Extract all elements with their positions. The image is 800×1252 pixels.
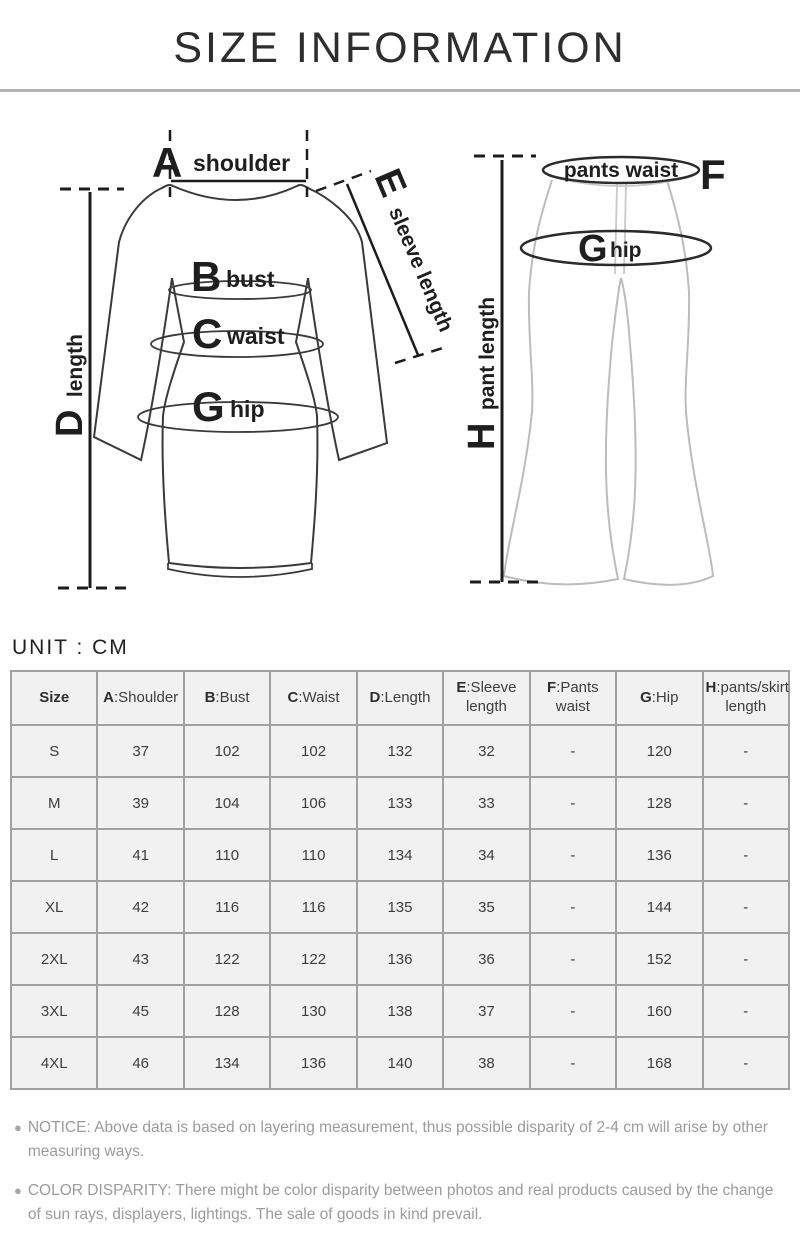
value-cell: 135 — [357, 881, 443, 933]
value-cell: 45 — [97, 985, 183, 1037]
table-row — [11, 985, 789, 1037]
value-cell: 37 — [97, 725, 183, 777]
value-cell: 35 — [443, 881, 529, 933]
size-cell: 4XL — [11, 1037, 97, 1089]
notice-item — [14, 1179, 784, 1227]
value-cell: - — [530, 829, 616, 881]
value-cell: 134 — [184, 1037, 270, 1089]
value-cell: 39 — [97, 777, 183, 829]
pants-figure — [504, 176, 713, 585]
value-cell: 116 — [270, 881, 356, 933]
value-cell: 132 — [357, 725, 443, 777]
length-measure — [49, 189, 126, 588]
value-cell: 128 — [184, 985, 270, 1037]
value-cell: - — [703, 725, 790, 777]
value-cell: - — [530, 881, 616, 933]
value-cell: - — [703, 1037, 790, 1089]
dress-outline — [94, 185, 387, 568]
pant-length-measure — [461, 156, 538, 582]
value-cell: - — [530, 985, 616, 1037]
value-cell: 106 — [270, 777, 356, 829]
col-header-sleeve: E:Sleeve length — [443, 671, 529, 725]
label-b-text: bust — [226, 266, 275, 292]
size-diagram — [0, 92, 800, 630]
value-cell: 34 — [443, 829, 529, 881]
size-table — [10, 670, 790, 1090]
label-d: D length — [49, 334, 91, 437]
table-row — [11, 933, 789, 985]
value-cell: 32 — [443, 725, 529, 777]
value-cell: - — [703, 881, 790, 933]
value-cell: 134 — [357, 829, 443, 881]
col-header-waist: C:Waist — [270, 671, 356, 725]
label-b-letter: B — [191, 253, 222, 300]
value-cell: 110 — [184, 829, 270, 881]
col-header-hip: G:Hip — [616, 671, 702, 725]
col-header-pants-skirt-length: H:pants/skirt length — [703, 671, 790, 725]
value-cell: 168 — [616, 1037, 702, 1089]
size-cell: L — [11, 829, 97, 881]
label-a-text: shoulder — [193, 150, 291, 176]
value-cell: 144 — [616, 881, 702, 933]
value-cell: 43 — [97, 933, 183, 985]
value-cell: 138 — [357, 985, 443, 1037]
size-table-body — [11, 725, 789, 1089]
value-cell: 110 — [270, 829, 356, 881]
label-e: E sleeve length — [365, 163, 458, 336]
value-cell: 36 — [443, 933, 529, 985]
label-pants-waist-text: pants waist — [563, 159, 679, 182]
pants-waist-measure — [543, 151, 726, 198]
unit-label: UNIT : CM — [12, 636, 129, 659]
size-table-head — [11, 671, 789, 725]
value-cell: - — [530, 777, 616, 829]
value-cell: 133 — [357, 777, 443, 829]
table-row — [11, 829, 789, 881]
table-row — [11, 881, 789, 933]
col-header-shoulder: A:Shoulder — [97, 671, 183, 725]
value-cell: 120 — [616, 725, 702, 777]
value-cell: - — [703, 829, 790, 881]
label-g-text: hip — [230, 396, 265, 422]
value-cell: - — [703, 933, 790, 985]
value-cell: 130 — [270, 985, 356, 1037]
bullet-icon: ● — [14, 1183, 22, 1199]
value-cell: 122 — [184, 933, 270, 985]
col-header-pants-waist: F:Pants waist — [530, 671, 616, 725]
col-header-bust: B:Bust — [184, 671, 270, 725]
value-cell: 136 — [357, 933, 443, 985]
table-row — [11, 725, 789, 777]
value-cell: 140 — [357, 1037, 443, 1089]
value-cell: 42 — [97, 881, 183, 933]
label-f-letter: F — [700, 151, 726, 198]
label-a-letter: A — [152, 139, 183, 186]
value-cell: - — [703, 985, 790, 1037]
notice-text: NOTICE: Above data is based on layering measurement, thus possible disparity of 2-4 cm will arise by other measuring ways. — [27, 1119, 768, 1161]
page-title: SIZE INFORMATION — [173, 24, 627, 72]
value-cell: - — [530, 933, 616, 985]
value-cell: - — [703, 777, 790, 829]
size-cell: S — [11, 725, 97, 777]
value-cell: - — [530, 1037, 616, 1089]
value-cell: 102 — [270, 725, 356, 777]
label-h: H pant length — [461, 296, 503, 450]
table-row — [11, 777, 789, 829]
label-pants-g-text: hip — [610, 239, 642, 262]
col-header-size: Size — [11, 671, 97, 725]
value-cell: 104 — [184, 777, 270, 829]
value-cell: 136 — [616, 829, 702, 881]
sleeve-measure — [316, 163, 471, 363]
size-cell: M — [11, 777, 97, 829]
value-cell: 116 — [184, 881, 270, 933]
value-cell: 152 — [616, 933, 702, 985]
value-cell: - — [530, 725, 616, 777]
notices — [14, 1116, 784, 1227]
value-cell: 41 — [97, 829, 183, 881]
size-cell: 2XL — [11, 933, 97, 985]
value-cell: 122 — [270, 933, 356, 985]
value-cell: 38 — [443, 1037, 529, 1089]
size-cell: XL — [11, 881, 97, 933]
value-cell: 46 — [97, 1037, 183, 1089]
value-cell: 128 — [616, 777, 702, 829]
col-header-length: D:Length — [357, 671, 443, 725]
header-row — [11, 671, 789, 725]
label-pants-g-letter: G — [578, 228, 608, 270]
label-c-letter: C — [192, 310, 223, 357]
table-row — [11, 1037, 789, 1089]
label-g-letter: G — [192, 383, 225, 430]
value-cell: 102 — [184, 725, 270, 777]
dress-figure — [94, 185, 387, 577]
value-cell: 37 — [443, 985, 529, 1037]
label-c-text: waist — [227, 323, 285, 349]
value-cell: 136 — [270, 1037, 356, 1089]
notice-item — [14, 1116, 784, 1164]
notice-text: COLOR DISPARITY: There might be color disparity between photos and real products caused by the change of sun rays, displayers, lightings. The sale of goods in kind prevail. — [27, 1182, 774, 1224]
bullet-icon: ● — [14, 1120, 22, 1135]
value-cell: 160 — [616, 985, 702, 1037]
value-cell: 33 — [443, 777, 529, 829]
size-cell: 3XL — [11, 985, 97, 1037]
